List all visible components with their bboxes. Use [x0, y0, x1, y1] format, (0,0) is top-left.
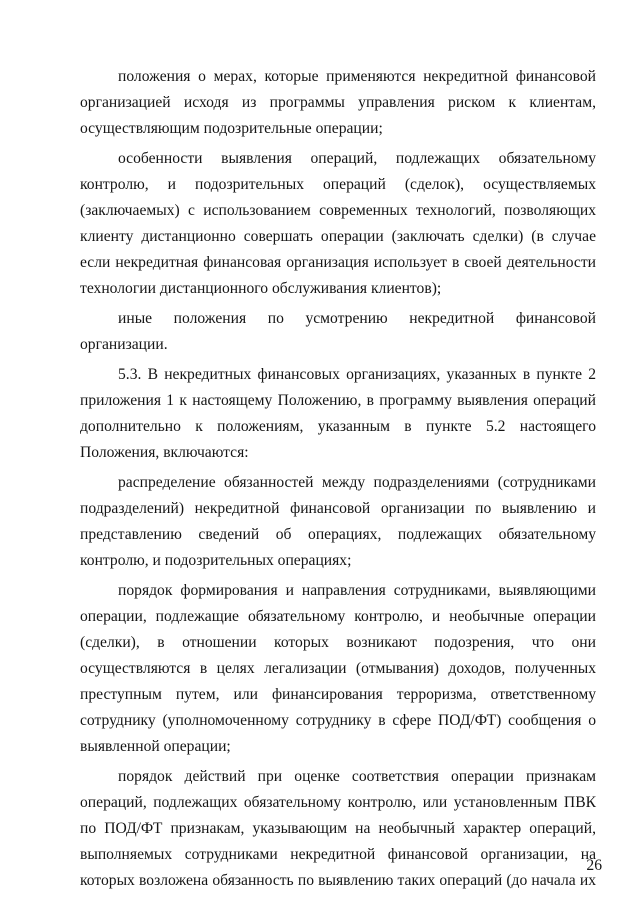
text-line: выявленной операции;	[80, 738, 231, 755]
text-line: осуществляющим подозрительные операции;	[80, 120, 383, 137]
paragraph-assessment-procedure	[80, 764, 596, 894]
text-line: клиенту дистанционно совершать операции (заключать сделки) (в случае	[80, 228, 596, 245]
text-line: операций, подлежащих обязательному контролю, или установленным ПВК	[80, 794, 596, 811]
paragraph-measures-provisions	[80, 64, 596, 142]
paragraph-other-provisions	[80, 306, 596, 358]
paragraph-remote-operations	[80, 146, 596, 302]
text-line: осуществляются в целях легализации (отмывания) доходов, полученных	[80, 660, 596, 677]
text-line: положения о мерах, которые применяются некредитной финансовой	[118, 68, 596, 85]
text-line: Положения, включаются:	[80, 444, 249, 461]
paragraph-reporting-procedure	[80, 578, 596, 760]
text-line: по ПОД/ФТ признакам, указывающим на необычный характер операций,	[80, 820, 596, 837]
text-line: которых возложена обязанность по выявлению таких операций (до начала их	[80, 872, 596, 889]
text-line: контролю, и подозрительных операциях;	[80, 552, 352, 569]
text-line: подразделений) некредитной финансовой организации по выявлению и	[80, 500, 596, 517]
text-line: порядок действий при оценке соответствия операции признакам	[118, 768, 596, 785]
paragraph-section-5-3	[80, 362, 596, 466]
text-line: особенности выявления операций, подлежащих обязательному	[118, 150, 596, 167]
document-body	[80, 64, 596, 894]
text-line: (сделки), в отношении которых возникают подозрения, что они	[80, 634, 596, 651]
text-line: контролю, и подозрительных операций (сделок), осуществляемых	[80, 176, 596, 193]
text-line: технологии дистанционного обслуживания клиентов);	[80, 280, 442, 297]
paragraph-duties-distribution	[80, 470, 596, 574]
text-line: 5.3. В некредитных финансовых организациях, указанных в пункте 2	[118, 366, 596, 383]
text-line: если некредитная финансовая организация использует в своей деятельности	[80, 254, 596, 271]
page-number: 26	[586, 857, 602, 874]
text-line: операции, подлежащие обязательному контролю, и необычные операции	[80, 608, 596, 625]
text-line: распределение обязанностей между подразделениями (сотрудниками	[118, 474, 596, 491]
text-line: иные положения по усмотрению некредитной финансовой организации.	[80, 310, 596, 353]
text-line: (заключаемых) с использованием современных технологий, позволяющих	[80, 202, 596, 219]
text-line: преступным путем, или финансирования терроризма, ответственному	[80, 686, 596, 703]
text-line: представлению сведений об операциях, подлежащих обязательному	[80, 526, 596, 543]
text-line: организацией исходя из программы управления риском к клиентам,	[80, 94, 596, 111]
text-line: приложения 1 к настоящему Положению, в программу выявления операций	[80, 392, 596, 409]
text-line: выполняемых сотрудниками некредитной финансовой организации, на	[80, 846, 596, 863]
text-line: сотруднику (уполномоченному сотруднику в сфере ПОД/ФТ) сообщения о	[80, 712, 596, 729]
text-line: дополнительно к положениям, указанным в пункте 5.2 настоящего	[80, 418, 596, 435]
text-line: порядок формирования и направления сотрудниками, выявляющими	[118, 582, 596, 599]
